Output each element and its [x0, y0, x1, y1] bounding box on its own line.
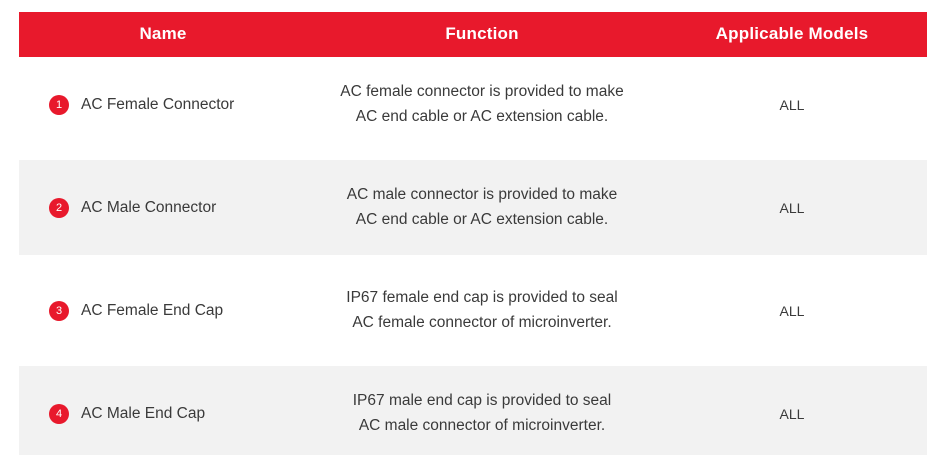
- row-spacer: [19, 255, 927, 263]
- accessories-table: [19, 12, 927, 455]
- function-line-1: AC male connector is provided to make: [346, 186, 618, 204]
- table-row: [19, 160, 927, 255]
- row-spacer-cell: [19, 255, 927, 263]
- table-header-row: [19, 12, 927, 57]
- row-spacer: [19, 358, 927, 366]
- applicable-models-cell: ALL: [657, 366, 927, 455]
- accessory-name: AC Female Connector: [81, 95, 235, 113]
- applicable-models-cell: ALL: [657, 263, 927, 358]
- function-line-2: AC male connector of microinverter.: [358, 416, 606, 434]
- row-spacer-cell: [19, 358, 927, 366]
- function-cell: [307, 57, 657, 152]
- accessory-name: AC Male End Cap: [81, 404, 206, 422]
- row-number-badge: 4: [49, 404, 69, 424]
- function-line-1: AC female connector is provided to make: [340, 83, 624, 101]
- table-row: [19, 366, 927, 455]
- function-line-2: AC female connector of microinverter.: [352, 313, 612, 331]
- accessory-name: AC Female End Cap: [81, 301, 224, 319]
- row-spacer: [19, 152, 927, 160]
- name-cell: [19, 263, 307, 358]
- accessory-name: AC Male Connector: [81, 198, 217, 216]
- row-number-badge: 1: [49, 95, 69, 115]
- column-header-applicable-models: Applicable Models: [657, 12, 927, 57]
- applicable-models-cell: ALL: [657, 160, 927, 255]
- name-cell: [19, 160, 307, 255]
- name-cell: [19, 366, 307, 455]
- table-header: [19, 12, 927, 57]
- table-body: [19, 57, 927, 455]
- row-number-badge: 2: [49, 198, 69, 218]
- column-header-name: Name: [19, 12, 307, 57]
- function-line-1: IP67 female end cap is provided to seal: [346, 289, 618, 307]
- function-cell: [307, 366, 657, 455]
- function-line-2: AC end cable or AC extension cable.: [355, 107, 609, 125]
- row-spacer-cell: [19, 152, 927, 160]
- table-row: [19, 263, 927, 358]
- row-number-badge: 3: [49, 301, 69, 321]
- function-cell: [307, 263, 657, 358]
- name-cell: [19, 57, 307, 152]
- function-cell: [307, 160, 657, 255]
- applicable-models-cell: ALL: [657, 57, 927, 152]
- table-row: [19, 57, 927, 152]
- column-header-function: Function: [307, 12, 657, 57]
- function-line-1: IP67 male end cap is provided to seal: [352, 392, 612, 410]
- function-line-2: AC end cable or AC extension cable.: [355, 210, 609, 228]
